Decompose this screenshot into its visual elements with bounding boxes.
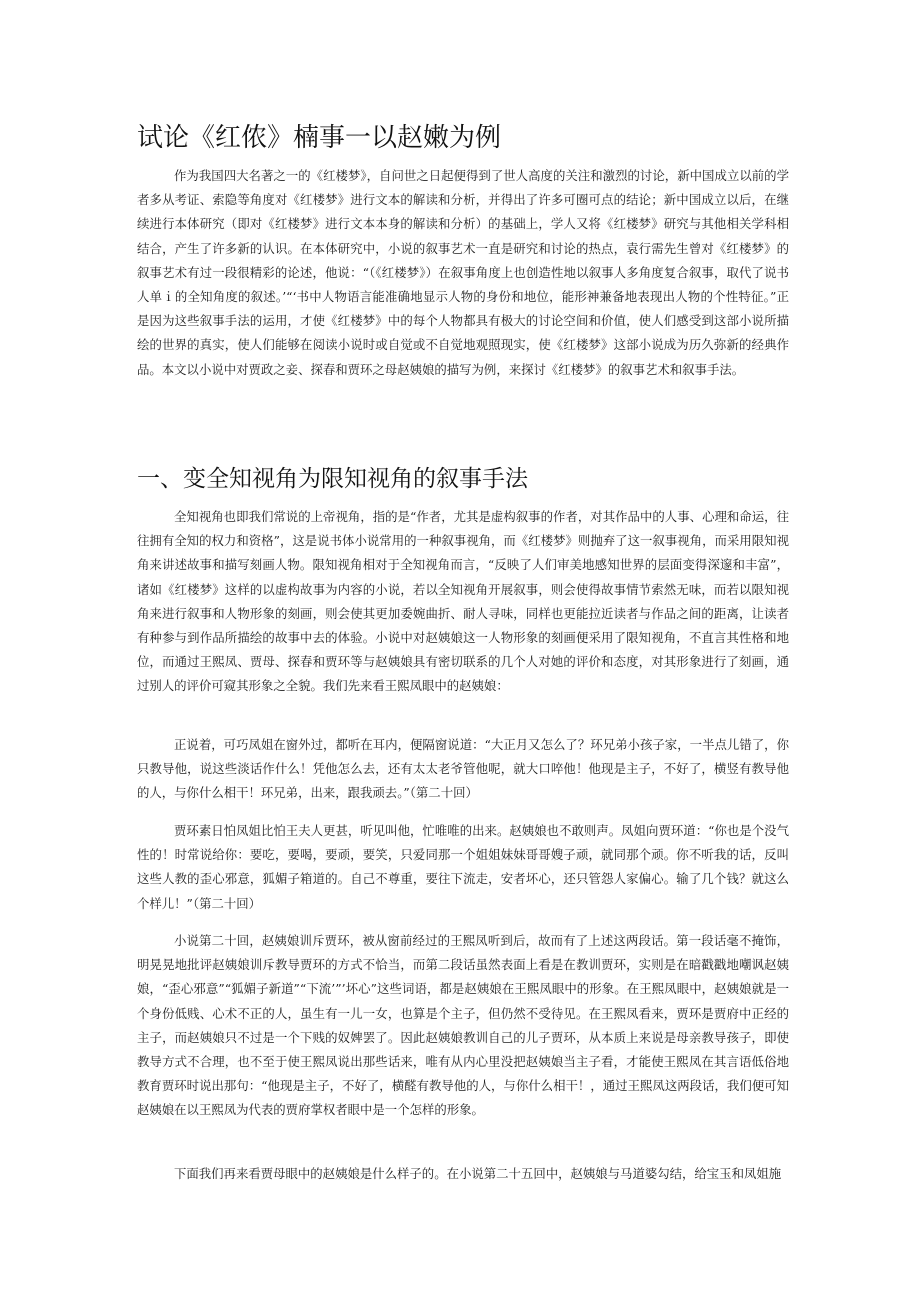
intro-paragraph: 作为我国四大名著之一的《红楼梦》，自问世之日起便得到了世人高度的关注和激烈的讨论，新中国成立以前的学者多从考证、索隐等角度对《红楼梦》进行文本的解读和分析，并得出了许多可圈可点的结论；新中国成立以后，在继续进行本体研究（即对《红楼梦》进行文本本身的解读和分析）的基础上，学人又将《红楼梦》研究与其他相关学科相结合，产生了许多新的认识。在本体研究中，小说的叙事艺术一直是研究和讨论的热点，袁行需先生曾对《红楼梦》的叙事艺术有过一段很精彩的论述，他说：“（《红楼梦》）在叙事角度上也创造性地以叙事人多角度复合叙事，取代了说书人单ｉ的全知角度的叙述。’“‘书中人物语言能准确地显示人物的身份和地位，能形神兼备地表现出人物的个性特征。”正是因为这些叙事手法的运用，才使《红楼梦》中的每个人物都具有极大的讨论空间和价值，使人们感受到这部小说所描绘的世界的真实，使人们能够在阅读小说时或自觉或不自觉地观照现实，使《红楼梦》这部小说成为历久弥新的经典作品。本文以小说中对贾政之妾、探春和贾环之母赵姨娘的描写为例，来探讨《红楼梦》的叙事艺术和叙事手法。 xyxy=(137,168,789,377)
quote-paragraph: 正说着，可巧凤姐在窗外过，都听在耳内，便隔窗说道：“大正月又怎么了？环兄弟小孩子家，一半点儿错了，你只教导他，说这些淡话作什么！凭他怎么去，还有太太老爷管他呢，就大口啐他！他现是主子，不好了，横竖有教导他的人，与你什么相干！环兄弟，出来，跟我顽去。”（第二十回） xyxy=(137,737,789,801)
section-heading: 一、变全知视角为限知视角的叙事手法 xyxy=(137,466,528,492)
body-paragraph: 全知视角也即我们常说的上帝视角，指的是“作者，尤其是虚构叙事的作者，对其作品中的人事、心理和命运，往往拥有全知的权力和资格”，这是说书体小说常用的一种叙事视角，而《红楼梦》则抛弃了这一叙事视角，而采用限知视角来讲述故事和描写刻画人物。限知视角相对于全知视角而言，“反映了人们审美地感知世界的层面变得深邃和丰富”，诸如《红楼梦》这样的以虚构故事为内容的小说，若以全知视角开展叙事，则会使得故事情节索然无味，而若以限知视角来进行叙事和人物形象的刻画，则会使其更加委婉曲折、耐人寻味，同样也更能拉近读者与作品之间的距离，让读者有种参与到作品所描绘的故事中去的体验。小说中对赵姨娘这一人物形象的刻画便采用了限知视角，不直言其性格和地位，而通过王熙凤、贾母、探春和贾环等与赵姨娘具有密切联系的几个人对她的评价和态度，对其形象进行了刻画，通过别人的评价可窥其形象之全貌。我们先来看王熙凤眼中的赵姨娘： xyxy=(137,509,789,694)
body-paragraph: 下面我们再来看贾母眼中的赵姨娘是什么样子的。在小说第二十五回中，赵姨娘与马道婆勾结，给宝玉和凤姐施 xyxy=(174,1166,782,1181)
page-title: 试论《红侬》楠事一以赵嫩为例 xyxy=(137,123,502,153)
body-paragraph: 小说第二十回，赵姨娘训斥贾环，被从窗前经过的王熙凤听到后，故而有了上述这两段话。第一段话毫不掩饰，明晃晃地批评赵姨娘训斥教导贾环的方式不恰当，而第二段话虽然表面上看是在教训贾环，实则是在暗戳戳地嘲讽赵姨娘，“歪心邪意”“狐媚子新道”“下流’”’坏心”这些词语，都是赵姨娘在王熙凤眼中的形象。在王熙凤眼中，赵姨娘就是一个身份低贱、心术不正的人，虽生有一儿一女，也算是个主子，但仍然不受待见。在王熙凤看来，贾环是贾府中正经的主子，而赵姨娘只不过是一个下贱的奴婢罢了。因此赵姨娘教训自己的儿子贾环，从本质上来说是母亲教导孩子，即使教导方式不合理，也不至于使王熙凤说出那些话来，唯有从内心里没把赵姨娘当主子看，才能使王熙凤在其言语低俗地教育贾环时说出那句：“他现是主子，不好了，横醛有教导他的人，与你什么相干！，通过王熙凤这两段话，我们便可知赵姨娘在以王熙凤为代表的贾府掌权者眼中是一个怎样的形象。 xyxy=(137,933,789,1118)
quote-paragraph: 贾环素日怕凤姐比怕王夫人更甚，听见叫他，忙唯唯的出来。赵姨娘也不敢则声。凤姐向贾环道：“你也是个没气性的！时常说给你：要吃，要喝，要顽，要笑，只爱同那一个姐姐妹妹哥哥嫂子顽，就同那个顽。你不听我的话，反叫这些人教的歪心邪意，狐媚子箱道的。自己不尊重，要往下流走，安者坏心，还只管怨人家偏心。输了几个钱？就这么个样儿！”（第二十回） xyxy=(137,823,789,911)
